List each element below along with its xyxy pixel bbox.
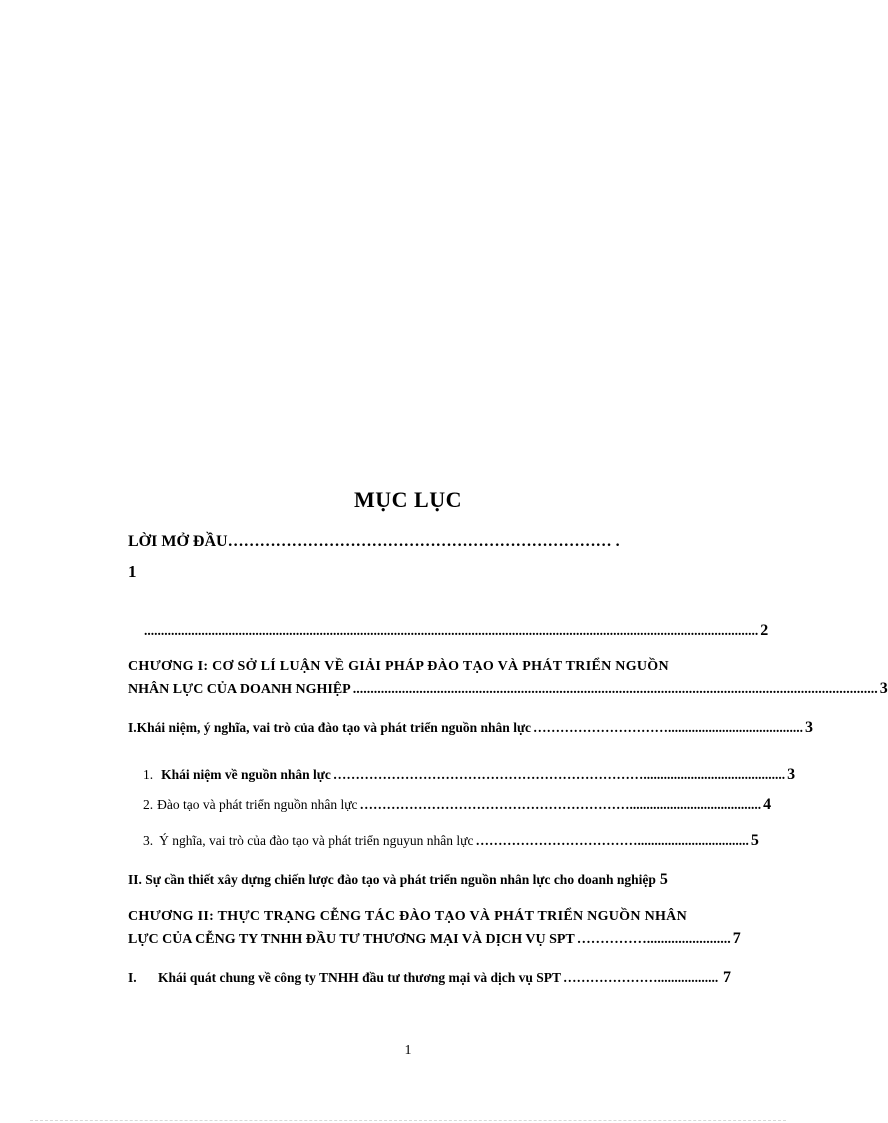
page-bottom-divider (30, 1120, 786, 1121)
toc-sub3-num: 3. (143, 833, 154, 848)
toc-entry-section-1[interactable] (128, 719, 814, 737)
toc-sub2-dots: ……………………………………………………....................................... (359, 797, 762, 812)
toc-ch1-page: 3 (879, 680, 888, 697)
toc-sec2-page: 5 (659, 871, 668, 888)
toc-ch2-dots: ……………........................ (576, 932, 731, 947)
toc-entry-chapter-2-line2[interactable] (128, 930, 741, 949)
page-number: 1 (404, 1043, 412, 1058)
toc-entry-blank[interactable] (142, 622, 769, 640)
toc-ch2-line2: LỰC CỦA CỄNG TY TNHH ĐẦU TƯ THƯƠNG MẠI VÀ DỊCH VỤ SPT (128, 932, 575, 947)
toc-sub3-page: 5 (750, 832, 759, 849)
toc-entry-chapter-1-line2[interactable] (128, 680, 888, 699)
toc-sub3-label: Ý nghĩa, vai trò của đào tạo và phát triển nguyun nhân lực (159, 833, 474, 848)
toc-sec3-page: 7 (723, 969, 731, 986)
toc-heading: MỤC LỤC (354, 487, 462, 512)
toc-ch1-line1: CHƯƠNG I: CƠ SỞ LÍ LUẬN VỀ GIẢI PHÁP ĐÀO TẠO VÀ PHÁT TRIỂN NGUỒN (128, 659, 669, 674)
toc-entry-sub-3[interactable] (143, 832, 759, 850)
toc-blank-page: 2 (760, 622, 769, 639)
toc-sec3-num: I. (128, 970, 137, 985)
toc-entry-chapter-2-line1[interactable] (128, 908, 731, 926)
toc-ch2-line1: CHƯƠNG II: THỰC TRẠNG CỄNG TÁC ĐÀO TẠO VÀ PHÁT TRIỂN NGUỒN NHÂN (128, 909, 687, 924)
toc-blank-dots: ...................................................................................................................................................................................... (144, 623, 759, 638)
toc-ch2-page: 7 (732, 930, 741, 947)
toc-intro-page: 1 (128, 562, 137, 581)
toc-sec3-dots: ………………….................. (563, 970, 719, 985)
toc-sub2-page: 4 (763, 796, 772, 813)
toc-intro-label: LỜI MỞ ĐẦU (128, 533, 228, 550)
toc-ch1-dots: ...................................................................................................................................................... (352, 682, 878, 697)
toc-sub3-dots: ………………………………................................. (475, 833, 749, 848)
toc-entry-section-3[interactable] (128, 969, 731, 987)
toc-sub1-page: 3 (787, 766, 796, 783)
toc-ch1-line2: NHÂN LỰC CỦA DOANH NGHIỆP (128, 682, 351, 697)
toc-sub2-num: 2. (143, 797, 154, 812)
toc-entry-section-2[interactable] (128, 871, 734, 889)
toc-sub1-label: Khái niệm về nguồn nhân lực (161, 767, 331, 782)
toc-sec1-page: 3 (805, 719, 814, 736)
toc-sub2-label: Đào tạo và phát triển nguồn nhân lực (157, 797, 358, 812)
toc-sub1-dots: …………………………………………………………….......................................... (332, 767, 786, 782)
toc-sec1-dots: …………………………........................................ (533, 720, 804, 735)
toc-sec1-label: I.Khái niệm, ý nghĩa, vai trò của đào tạo và phát triển nguồn nhân lực (128, 720, 532, 735)
toc-entry-chapter-1-line1[interactable] (128, 658, 731, 676)
toc-sec3-label: Khái quát chung về công ty TNHH đầu tư thương mại và dịch vụ SPT (158, 970, 562, 985)
toc-entry-sub-2[interactable] (143, 796, 772, 814)
toc-sec2-label: II. Sự cần thiết xây dựng chiến lược đào tạo và phát triển nguồn nhân lực cho doanh nghiệp (128, 872, 656, 887)
toc-entry-intro[interactable] (128, 533, 731, 551)
toc-intro-dots: ……………………………………………………………… . (227, 533, 620, 550)
toc-entry-sub-1[interactable] (143, 766, 796, 784)
toc-sub1-num: 1. (143, 767, 154, 782)
